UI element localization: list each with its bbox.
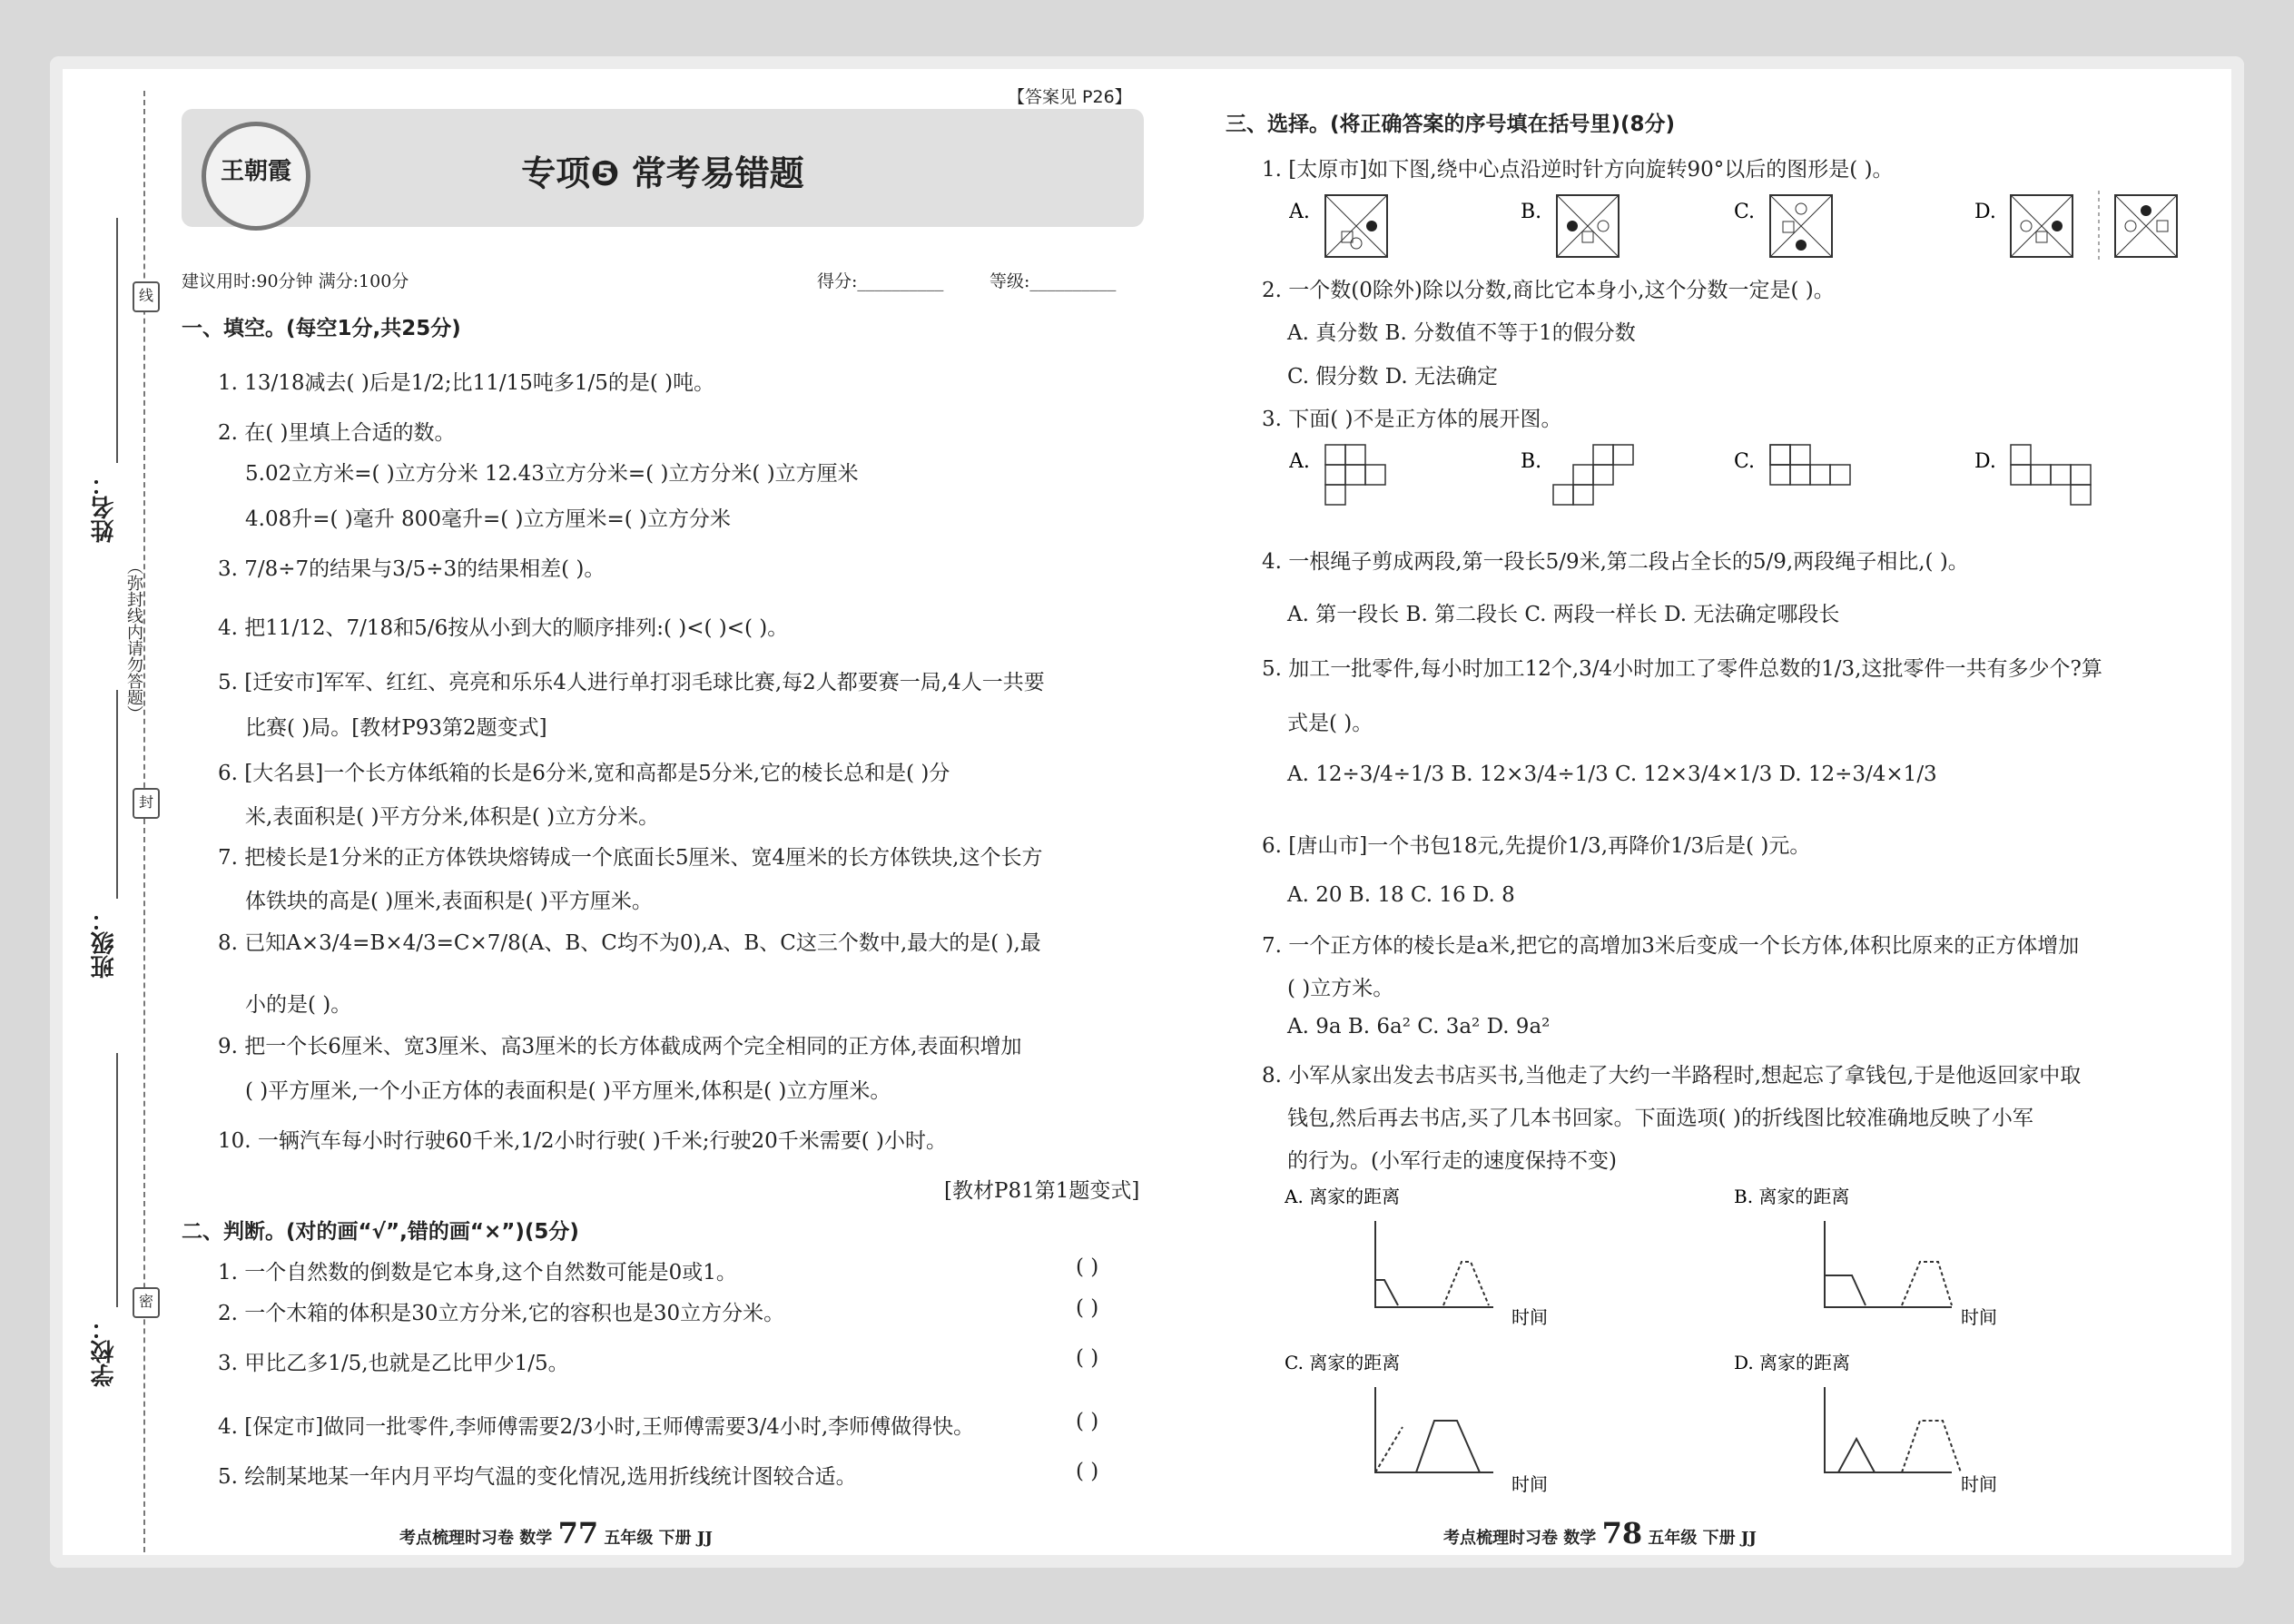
left-row-11: 7. 把棱长是1分米的正方体铁块熔铸成一个底面长5厘米、宽4厘米的长方体铁块,这个长方 (218, 846, 1043, 870)
right-row-17: 钱包,然后再去书店,买了几本书回家。下面选项( )的折线图比较准确地反映了小军 (1287, 1107, 2033, 1130)
right-row-1: 1. [太原市]如下图,绕中心点沿逆时针方向旋转90°以后的图形是( )。 (1262, 158, 1894, 182)
school-field-line[interactable] (116, 1053, 118, 1307)
option-d-figure (1974, 195, 2072, 257)
seal-mark-xian: 线 (133, 281, 160, 312)
left-row-17: 10. 一辆汽车每小时行驶60千米,1/2小时行驶( )千米;行驶20千米需要( )小时。 (218, 1129, 948, 1153)
svg-text:B.: B. (1521, 201, 1542, 223)
svg-text:时间: 时间 (1511, 1473, 1548, 1495)
svg-text:时间: 时间 (1961, 1473, 1997, 1495)
left-row-23: 4. [保定市]做同一批零件,李师傅需要2/3小时,王师傅需要3/4小时,李师傅做得快。 (218, 1415, 975, 1439)
seal-mark-feng: 封 (133, 788, 160, 819)
class-field-line[interactable] (116, 690, 118, 899)
svg-text:时间: 时间 (1961, 1306, 1997, 1328)
class-field-label: 班级： (91, 908, 118, 979)
left-row-15: 9. 把一个长6厘米、宽3厘米、高3厘米的长方体截成两个完全相同的正方体,表面积增加 (218, 1035, 1022, 1058)
left-row-0: 一、填空。(每空1分,共25分) (182, 317, 461, 340)
right-row-3: A. 真分数 B. 分数值不等于1的假分数 (1287, 321, 1636, 345)
judge-answer-paren[interactable]: ( ) (1076, 1460, 1099, 1483)
footer-left (399, 1516, 713, 1550)
left-row-19: 二、判断。(对的画“√”,错的画“×”)(5分) (182, 1220, 579, 1244)
graph-d-label: D. 离家的距离 (1734, 1352, 1851, 1373)
right-row-10: A. 12÷3/4÷1/3 B. 12×3/4÷1/3 C. 12×3/4×1/3 D. 12÷3/4×1/3 (1287, 763, 1937, 786)
left-row-13: 8. 已知A×3/4=B×4/3=C×7/8(A、B、C均不为0),A、B、C这三个数中,最大的是( ),最 (218, 931, 1041, 955)
left-row-24: 5. 绘制某地某一年内月平均气温的变化情况,选用折线统计图较合适。 (218, 1465, 857, 1489)
exam-meta (182, 268, 1144, 292)
left-row-20: 1. 一个自然数的倒数是它本身,这个自然数可能是0或1。 (218, 1261, 737, 1284)
answer-reference: 【答案见 P26】 (1008, 87, 1132, 107)
left-row-16: ( )平方厘米,一个小正方体的表面积是( )平方厘米,体积是( )立方厘米。 (245, 1079, 891, 1103)
left-row-7: 5. [迁安市]军军、红红、亮亮和乐乐4人进行单打羽毛球比赛,每2人都要赛一局,4人一共要 (218, 671, 1045, 694)
right-row-4: C. 假分数 D. 无法确定 (1287, 365, 1498, 389)
left-row-4: 4.08升=( )毫升 800毫升=( )立方厘米=( )立方分米 (245, 507, 732, 531)
left-row-3: 5.02立方米=( )立方分米 12.43立方分米=( )立方分米( )立方厘米 (245, 462, 859, 486)
option-a-figure (1289, 195, 1387, 257)
net-option-d: D. (1974, 450, 1996, 473)
right-row-8: 5. 加工一批零件,每小时加工12个,3/4小时加工了零件总数的1/3,这批零件一共有多少个?算 (1262, 657, 2102, 681)
judge-answer-paren[interactable]: ( ) (1076, 1410, 1099, 1433)
left-row-1: 1. 13/18减去( )后是1/2;比11/15吨多1/5的是( )吨。 (218, 371, 715, 395)
left-row-10: 米,表面积是( )平方分米,体积是( )立方分米。 (245, 805, 660, 829)
time-limit: 建议用时:90分钟 满分:100分 (182, 271, 409, 291)
page-number-left: 77 (557, 1516, 599, 1550)
svg-text:A.: A. (1289, 201, 1310, 223)
graph-b-label: B. 离家的距离 (1734, 1186, 1850, 1207)
left-row-8: 比赛( )局。[教材P93第2题变式] (245, 716, 547, 740)
option-c-figure (1734, 195, 1832, 257)
school-field-label: 学校： (91, 1316, 118, 1387)
footer-right-suffix: 五年级 下册 JJ (1648, 1529, 1757, 1548)
right-row-18: 的行为。(小军行走的速度保持不变) (1287, 1149, 1617, 1173)
page-number-right: 78 (1601, 1516, 1643, 1550)
right-row-12: A. 20 B. 18 C. 16 D. 8 (1287, 883, 1515, 907)
brand-logo: 王朝霞 (202, 122, 310, 231)
footer-right-prefix: 考点梳理时习卷 数学 (1443, 1529, 1597, 1548)
seal-mark-mi: 密 (133, 1287, 160, 1318)
net-option-b: B. (1521, 450, 1542, 473)
left-row-12: 体铁块的高是( )厘米,表面积是( )平方厘米。 (245, 890, 653, 913)
original-figure (2115, 195, 2177, 257)
distance-graphs (1285, 1180, 2192, 1507)
left-row-6: 4. 把11/12、7/18和5/6按从小到大的顺序排列:( )<( )<( )。 (218, 616, 789, 640)
right-row-0: 三、选择。(将正确答案的序号填在括号里)(8分) (1226, 113, 1676, 136)
left-row-5: 3. 7/8÷7的结果与3/5÷3的结果相差( )。 (218, 557, 605, 581)
no-answer-note: （弥封线内请勿答题） (124, 558, 143, 722)
cube-net-figures (1289, 440, 2197, 513)
name-field-label: 姓名： (91, 472, 118, 543)
left-row-22: 3. 甲比乙多1/5,也就是乙比甲少1/5。 (218, 1352, 569, 1375)
right-row-9: 式是( )。 (1287, 712, 1373, 735)
rotation-figures (1289, 191, 2197, 263)
name-field-line[interactable] (116, 218, 118, 463)
left-row-21: 2. 一个木箱的体积是30立方分米,它的容积也是30立方分米。 (218, 1302, 785, 1325)
footer-right (1443, 1516, 1757, 1550)
graph-c-label: C. 离家的距离 (1285, 1352, 1401, 1373)
right-row-7: A. 第一段长 B. 第二段长 C. 两段一样长 D. 无法确定哪段长 (1287, 603, 1840, 626)
footer-left-prefix: 考点梳理时习卷 数学 (399, 1529, 553, 1548)
svg-text:时间: 时间 (1511, 1306, 1548, 1328)
right-row-15: A. 9a B. 6a² C. 3a² D. 9a² (1287, 1015, 1551, 1038)
left-row-18: [教材P81第1题变式] (944, 1179, 1140, 1203)
graph-a-label: A. 离家的距离 (1285, 1186, 1401, 1207)
left-row-14: 小的是( )。 (245, 993, 352, 1017)
page-title: 专项❺ 常考易错题 (521, 153, 804, 193)
net-option-a: A. (1289, 450, 1310, 473)
left-row-9: 6. [大名县]一个长方体纸箱的长是6分米,宽和高都是5分米,它的棱长总和是( )分 (218, 762, 950, 785)
right-row-2: 2. 一个数(0除外)除以分数,商比它本身小,这个分数一定是( )。 (1262, 279, 1835, 302)
right-row-6: 4. 一根绳子剪成两段,第一段长5/9米,第二段占全长的5/9,两段绳子相比,( )。 (1262, 550, 1969, 574)
right-row-16: 8. 小军从家出发去书店买书,当他走了大约一半路程时,想起忘了拿钱包,于是他返回家中取 (1262, 1064, 2082, 1088)
judge-answer-paren[interactable]: ( ) (1076, 1346, 1099, 1370)
right-row-11: 6. [唐山市]一个书包18元,先提价1/3,再降价1/3后是( )元。 (1262, 834, 1811, 858)
score-field[interactable]: 得分:__________ (817, 271, 944, 291)
right-row-13: 7. 一个正方体的棱长是a米,把它的高增加3米后变成一个长方体,体积比原来的正方体增加 (1262, 934, 2080, 958)
right-row-14: ( )立方米。 (1287, 977, 1394, 1000)
net-option-c: C. (1734, 450, 1756, 473)
footer-left-suffix: 五年级 下册 JJ (604, 1529, 713, 1548)
grade-field[interactable]: 等级:__________ (989, 271, 1117, 291)
judge-answer-paren[interactable]: ( ) (1076, 1255, 1099, 1279)
left-row-2: 2. 在( )里填上合适的数。 (218, 421, 456, 445)
option-b-figure (1521, 195, 1619, 257)
svg-text:C.: C. (1734, 201, 1756, 223)
svg-text:D.: D. (1974, 201, 1996, 223)
right-row-5: 3. 下面( )不是正方体的展开图。 (1262, 408, 1562, 431)
judge-answer-paren[interactable]: ( ) (1076, 1296, 1099, 1320)
